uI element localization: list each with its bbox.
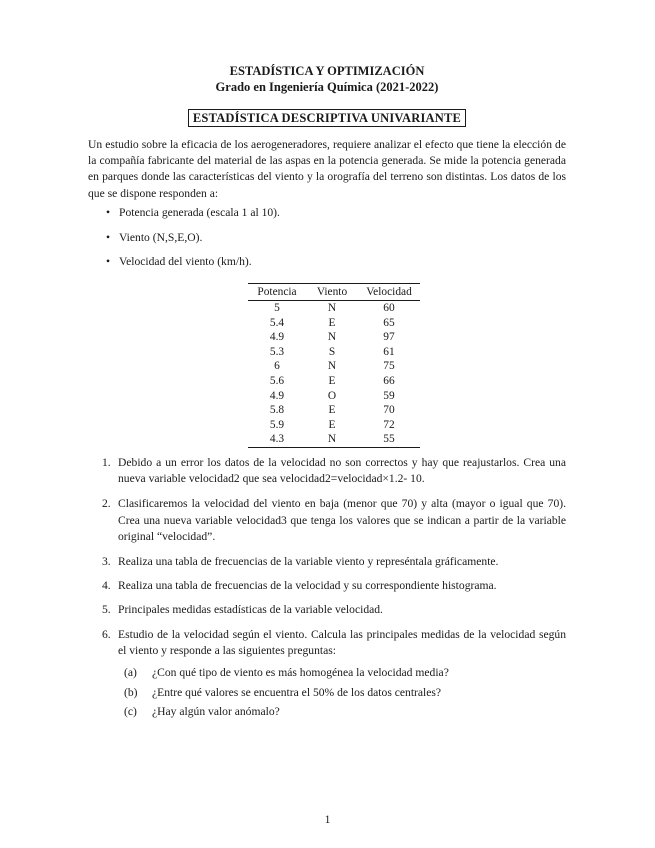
cell-velocidad: 70 xyxy=(383,404,395,417)
cell-potencia: 4.9 xyxy=(269,331,285,344)
cell-potencia: 5.6 xyxy=(269,374,285,387)
question-text: Realiza una tabla de frecuencias de la variable viento y represéntala gráficamente. xyxy=(118,555,499,569)
table-row xyxy=(248,374,420,389)
question-text: Debido a un error los datos de la velocidad no son correctos y hay que reajustarlos. Crea una nueva variable velocidad2 que sea velocidad2=velocidad×1.2- 10. xyxy=(118,456,566,486)
cell-velocidad: 55 xyxy=(383,433,395,446)
cell-velocidad: 97 xyxy=(383,331,395,344)
cell-velocidad: 59 xyxy=(383,389,395,402)
section-title-box: ESTADÍSTICA DESCRIPTIVA UNIVARIANTE xyxy=(188,109,466,127)
subquestion-label: (a) xyxy=(124,666,137,680)
table-row xyxy=(248,389,420,404)
question-item xyxy=(88,602,566,618)
subquestion-text: ¿Entre qué valores se encuentra el 50% de los datos centrales? xyxy=(152,685,442,699)
table-row xyxy=(248,403,420,418)
variable-item: • Velocidad del viento (km/h). xyxy=(88,255,566,280)
cell-viento: O xyxy=(327,389,337,402)
cell-potencia: 5.4 xyxy=(269,316,285,329)
subquestion-text: ¿Con qué tipo de viento es más homogénea la velocidad media? xyxy=(152,666,449,680)
cell-viento: E xyxy=(328,418,336,431)
variable-item: • Viento (N,S,E,O). xyxy=(88,231,566,256)
cell-viento: E xyxy=(328,316,336,329)
header-viento: Viento xyxy=(306,284,358,301)
cell-viento: S xyxy=(328,345,336,358)
header-potencia: Potencia xyxy=(248,284,306,301)
cell-viento: E xyxy=(328,374,336,387)
section-heading-wrap xyxy=(88,109,566,127)
cell-viento: N xyxy=(327,302,337,314)
questions-list xyxy=(88,455,566,724)
degree-subtitle: Grado en Ingeniería Química (2021-2022) xyxy=(215,80,439,94)
subquestion-label: (b) xyxy=(124,685,138,699)
question-text: Clasificaremos la velocidad del viento en baja (menor que 70) y alta (mayor o igual que 70). Crea una nueva variable velocidad3 que tenga los valores que se indican a partir de la variable original “velocidad”. xyxy=(118,497,566,543)
cell-potencia: 5.9 xyxy=(269,418,285,431)
subquestion-label: (c) xyxy=(124,705,137,719)
question-number: 6. xyxy=(102,627,111,641)
table-row xyxy=(248,432,420,447)
question-item xyxy=(88,627,566,724)
header-velocidad: Velocidad xyxy=(358,284,420,301)
question-number: 4. xyxy=(102,579,111,593)
subquestion-item xyxy=(118,685,566,705)
table-row xyxy=(248,418,420,433)
question-number: 1. xyxy=(102,456,111,469)
course-title: ESTADÍSTICA Y OPTIMIZACIÓN xyxy=(229,64,425,78)
question-text: Realiza una tabla de frecuencias de la velocidad y su correspondiente histograma. xyxy=(118,579,497,593)
question-text: Principales medidas estadísticas de la variable velocidad. xyxy=(118,603,383,617)
subquestion-item xyxy=(118,665,566,685)
variables-list xyxy=(88,206,566,280)
question-item xyxy=(88,554,566,570)
cell-velocidad: 75 xyxy=(383,360,395,373)
cell-viento: N xyxy=(327,360,337,373)
table-row xyxy=(248,345,420,360)
table-row xyxy=(248,316,420,331)
intro-paragraph: Un estudio sobre la eficacia de los aerogeneradores, requiere analizar el efecto que tiene la elección de la compañía fabricante del material de las aspas en la potencia generada. Se mide la potencia generada en parques donde las características del viento y la orografía del terreno son distintas. Los datos de los que se dispone responden a: xyxy=(88,138,566,200)
question-item xyxy=(88,578,566,594)
question-number: 5. xyxy=(102,603,111,617)
question-number: 2. xyxy=(102,497,111,511)
cell-velocidad: 72 xyxy=(383,418,395,431)
cell-potencia: 5.3 xyxy=(269,345,285,358)
cell-potencia: 5 xyxy=(274,302,280,314)
cell-velocidad: 61 xyxy=(383,345,395,358)
cell-velocidad: 65 xyxy=(383,316,395,329)
cell-velocidad: 66 xyxy=(383,374,395,387)
question-item xyxy=(88,496,566,545)
question-item xyxy=(88,455,566,487)
cell-velocidad: 60 xyxy=(383,302,395,314)
subquestion-item xyxy=(118,704,566,724)
variable-item: • Potencia generada (escala 1 al 10). xyxy=(88,206,566,231)
table-row xyxy=(248,301,420,316)
cell-viento: N xyxy=(327,331,337,344)
subquestion-text: ¿Hay algún valor anómalo? xyxy=(152,705,280,719)
cell-potencia: 4.9 xyxy=(269,389,285,402)
cell-potencia: 4.3 xyxy=(269,433,285,446)
page-number: 1 xyxy=(324,813,331,826)
cell-viento: E xyxy=(328,404,336,417)
cell-viento: N xyxy=(327,433,337,446)
table-row xyxy=(248,330,420,345)
table-row xyxy=(248,359,420,374)
cell-potencia: 6 xyxy=(274,360,280,373)
question-number: 3. xyxy=(102,555,111,569)
question-text: Estudio de la velocidad según el viento. Calcula las principales medidas de la velocidad según el viento y responde a las siguientes preguntas: xyxy=(118,627,566,657)
table-header-row xyxy=(248,284,420,301)
subquestions-list xyxy=(118,665,566,724)
data-table xyxy=(248,283,420,448)
cell-potencia: 5.8 xyxy=(269,404,285,417)
